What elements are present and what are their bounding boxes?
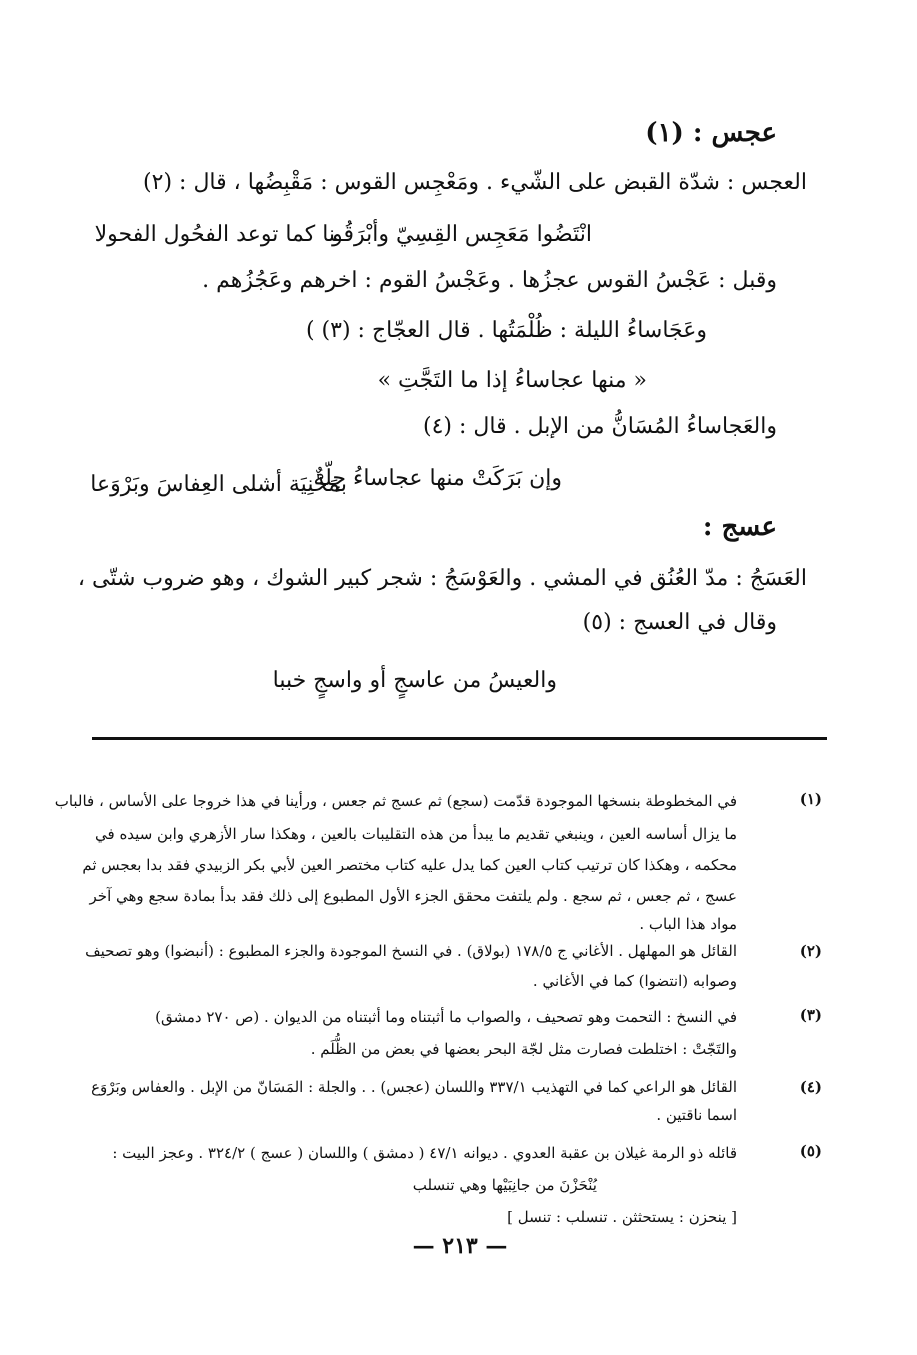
footnote-number: (١) <box>799 790 822 808</box>
footnote-text-line: القائل هو المهلهل . الأغاني ج ١٧٨/٥ (بولاق) . في النسخ الموجودة والجزء المطبوع : (أنبضوا) وهو تصحيف <box>85 942 737 960</box>
entry-text-line: وعَجَاساءُ الليلة : ظُلْمَتُها . قال العجّاج : (٣) ) <box>305 318 707 343</box>
footnote-text-line: [ ينحزن : يستحثثن . تنسلب : تنسل ] <box>507 1208 737 1226</box>
entry-heading-asj: عسج : <box>702 512 777 542</box>
footnote-text-line: في المخطوطة بنسخها الموجودة قدّمت (سجع) ثم عسج ثم جعس ، ورأينا في هذا خروجا على الأساس ، فالباب <box>54 792 737 810</box>
entry-heading-ajs: عجس : (١) <box>645 118 777 148</box>
footnote-number: (٣) <box>799 1006 822 1024</box>
entry-text-line: وقال في العسج : (٥) <box>582 610 777 635</box>
entry-text-line: العَسَجُ : مدّ العُنُق في المشي . والعَوْسَجُ : شجر كبير الشوك ، وهو ضروب شتّى ، <box>77 566 807 591</box>
verse-hemistich-right: انْتَضُوا مَعَجِس القِسِيّ وأبْرَقُو <box>332 222 592 247</box>
footnote-number: (٤) <box>799 1078 822 1096</box>
footnote-text-line: في النسخ : التحمت وهو تصحيف ، والصواب ما أثبتناه وما أثبتناه من الديوان . (ص ٢٧٠ دمشق) <box>155 1008 737 1026</box>
footnote-text-line: قائله ذو الرمة غيلان بن عقبة العدوي . ديوانه ٤٧/١ ( دمشق ) واللسان ( عسج ) ٣٢٤/٢ . وعجز البيت : <box>112 1144 737 1162</box>
entry-text-line: والعَجاساءُ المُسَانُّ من الإبل . قال : (٤) <box>423 414 777 439</box>
footnote-text-line: وصوابه (انتضوا) كما في الأغاني . <box>532 972 737 990</box>
footnote-text-line: والتَجّتْ : اختلطت فصارت مثل لجّة البحر بعضها في بعض من الظُّلَم . <box>310 1040 737 1058</box>
verse-hemistich-left: ـنا كما توعد الفحُول الفحولا <box>94 222 342 247</box>
footnote-verse: يُنْحَزْنَ من جانِبَيْها وهي تنسلب <box>412 1176 597 1194</box>
verse-hemistich-left: بمَحْنِيَة أشلى العِفاسَ وبَرْوَعا <box>90 472 347 497</box>
footnote-text-line: مواد هذا الباب . <box>639 915 737 933</box>
footnote-number: (٢) <box>799 942 822 960</box>
footnote-text-line: اسما ناقتين . <box>656 1106 737 1124</box>
entry-text-line: العجس : شدّة القبض على الشّيء . ومَعْجِس القوس : مَقْبِضُها ، قال : (٢) <box>143 170 807 195</box>
verse-quote: « منها عجاساءُ إذا ما التَجَّتِ » <box>377 368 647 393</box>
footnote-text-line: محكمه ، وهكذا كان ترتيب كتاب العين كما يدل عليه كتاب مختصر العين لأبي بكر الزبيدي فقد بدا بعجس ثم <box>82 856 737 874</box>
verse-hemistich-right: وإن بَرَكَتْ منها عجاساءُ جِلّةٌ <box>313 466 562 491</box>
footnote-text-line: القائل هو الراعي كما في التهذيب ٣٣٧/١ واللسان (عجس) . . والجلة : المَسَانّ من الإبل . والعفاس وبَرْوَع <box>91 1078 737 1096</box>
footnote-number: (٥) <box>799 1142 822 1160</box>
page-number: — ٢١٣ — <box>412 1233 508 1259</box>
entry-text-line: وقبل : عَجْسُ القوس عجزُها . وعَجْسُ القوم : اخرهم وعَجُزُهم . <box>202 268 777 293</box>
footnote-text-line: عسج ، ثم جعس ، ثم سجع . ولم يلتفت محقق الجزء الأول المطبوع إلى ذلك فقد بدأ بمادة سجع وهي آخر <box>89 887 737 905</box>
footnote-separator <box>92 737 827 740</box>
verse-line: والعيسُ من عاسجٍ أو واسجٍ خببا <box>272 668 557 693</box>
footnote-text-line: ما يزال أساسه العين ، وينبغي تقديم ما يبدأ من هذه التقليبات بالعين ، وهكذا سار الأزهري وابن سيده في <box>95 825 737 843</box>
